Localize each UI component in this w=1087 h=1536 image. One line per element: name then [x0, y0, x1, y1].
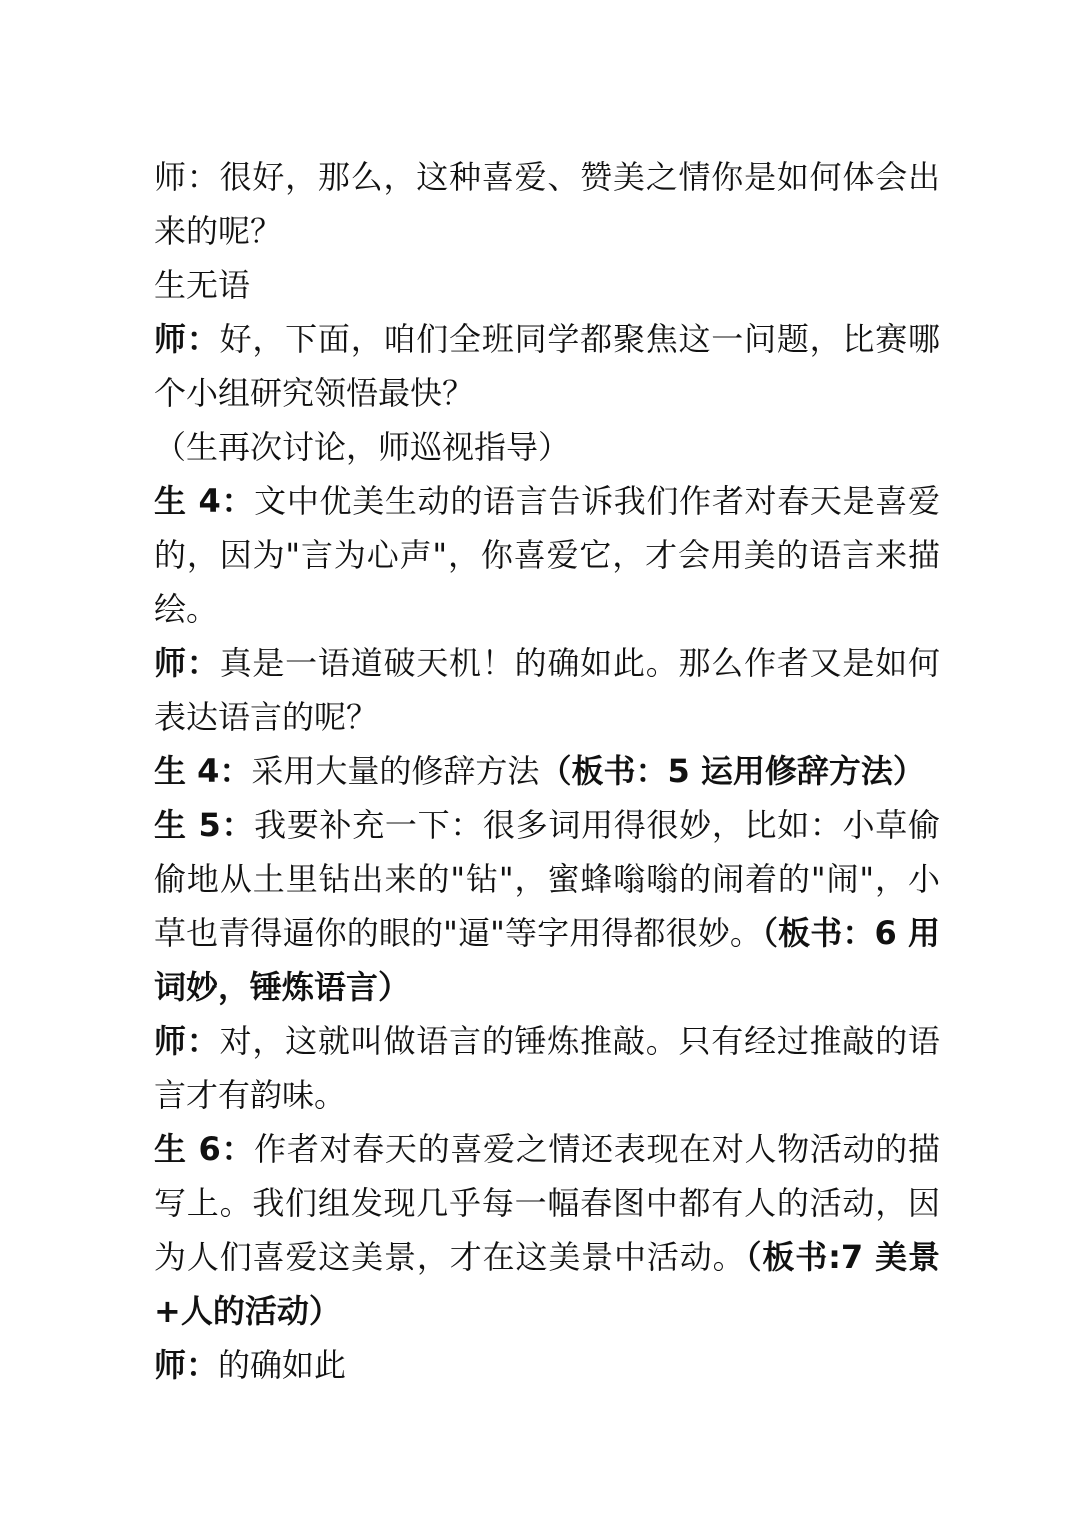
- paragraph-teacher-followup: [154, 636, 940, 744]
- speaker-label: 生 5：: [154, 806, 255, 844]
- paragraph-text: 真是一语道破天机！的确如此。那么作者又是如何表达语言的呢？: [154, 644, 940, 736]
- paragraph-text: 文中优美生动的语言告诉我们作者对春天是喜爱的，因为"言为心声"，你喜爱它，才会用美的语言来描绘。: [154, 482, 940, 628]
- paragraph-text: 的确如此: [218, 1346, 347, 1384]
- paragraph-student-4-answer: [154, 474, 940, 636]
- paragraph-text: 对，这就叫做语言的锤炼推敲。只有经过推敲的语言才有韵味。: [154, 1022, 940, 1114]
- paragraph-student-4-rhetoric: [154, 744, 940, 798]
- paragraph-text: 好，下面，咱们全班同学都聚焦这一问题，比赛哪个小组研究领悟最快？: [154, 320, 940, 412]
- paragraph-student-5-wording: [154, 798, 940, 1014]
- speaker-label: 生 6：: [154, 1130, 255, 1168]
- speaker-label: 生 4：: [154, 752, 252, 790]
- paragraph-text: 作者对春天的喜爱之情还表现在对人物活动的描写上。我们组发现几乎每一幅春图中都有人的活动，因为人们喜爱这美景，才在这美景中活动。: [154, 1130, 940, 1276]
- paragraph-text: 很好，那么，这种喜爱、赞美之情你是如何体会出来的呢？: [154, 158, 940, 250]
- paragraph-text: 采用大量的修辞方法: [251, 752, 540, 790]
- speaker-label: 生 4：: [154, 482, 255, 520]
- speaker-label: 师：: [154, 644, 220, 682]
- speaker-label: 师：: [154, 158, 220, 196]
- speaker-label: 师：: [154, 1346, 219, 1384]
- paragraph-student-silent: [154, 258, 940, 312]
- paragraph-text: 生无语: [154, 266, 251, 304]
- speaker-label: 师：: [154, 320, 220, 358]
- speaker-label: 师：: [154, 1022, 220, 1060]
- blackboard-note: （板书：5 运用修辞方法）: [539, 752, 925, 790]
- paragraph-text: 我要补充一下：很多词用得很妙，比如：小草偷偷地从土里钻出来的"钻"，蜜蜂嗡嗡的闹着的"闹"，小草也青得逼你的眼的"逼"等字用得都很妙。: [154, 806, 940, 952]
- paragraph-text: （生再次讨论，师巡视指导）: [154, 428, 571, 466]
- document-page: [154, 150, 940, 1392]
- paragraph-teacher-prompt: [154, 312, 940, 420]
- paragraph-student-6-activities: [154, 1122, 940, 1338]
- paragraph-stage-direction: [154, 420, 940, 474]
- blackboard-note: （板书：6 用词妙，锤炼语言）: [154, 914, 940, 1006]
- paragraph-teacher-closing: [154, 1338, 940, 1392]
- paragraph-teacher-question: [154, 150, 940, 258]
- blackboard-note: （板书:7 美景+人的活动）: [154, 1238, 940, 1330]
- paragraph-teacher-refining: [154, 1014, 940, 1122]
